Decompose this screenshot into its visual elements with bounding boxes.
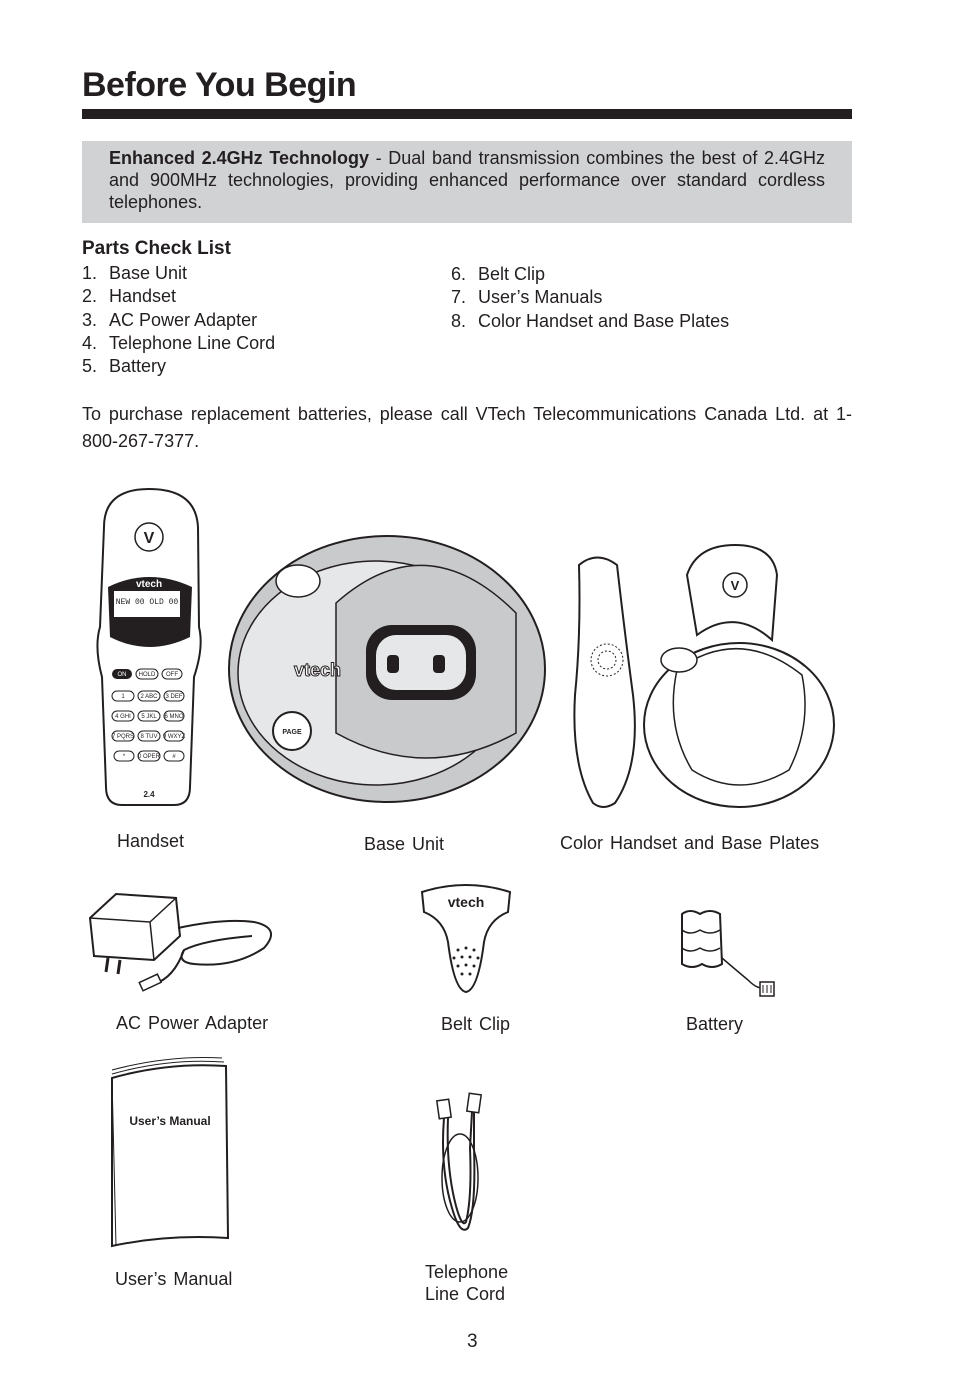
handset-screen-text: NEW 00 OLD 00 bbox=[115, 598, 179, 607]
svg-text:OFF: OFF bbox=[166, 672, 178, 678]
svg-text:0 OPER: 0 OPER bbox=[137, 754, 161, 760]
caption-manual: User’s Manual bbox=[115, 1269, 233, 1289]
belt-clip-illustration bbox=[418, 882, 514, 994]
caption-belt-clip: Belt Clip bbox=[441, 1014, 511, 1034]
caption-ac-adapter: AC Power Adapter bbox=[116, 1013, 269, 1033]
svg-text:3 DEF: 3 DEF bbox=[165, 694, 183, 700]
svg-text:4 GHI: 4 GHI bbox=[115, 714, 131, 720]
info-body: - Dual band transmission combines the best of 2.4GHz and 900MHz technologies, providing enhanced performance over standard cordless telephones. bbox=[109, 148, 825, 212]
svg-text:V: V bbox=[730, 578, 740, 593]
ac-adapter-illustration bbox=[84, 888, 282, 1000]
svg-text:HOLD: HOLD bbox=[138, 672, 156, 678]
svg-text:5 JKL: 5 JKL bbox=[141, 714, 157, 720]
svg-text:6 MNO: 6 MNO bbox=[164, 714, 184, 720]
caption-line-cord: Telephone Line Cord bbox=[425, 1262, 509, 1304]
svg-text:8 TUV: 8 TUV bbox=[140, 734, 158, 740]
caption-battery: Battery bbox=[686, 1014, 744, 1034]
info-bold-lead: Enhanced 2.4GHz Technology bbox=[109, 148, 369, 168]
battery-illustration bbox=[676, 908, 780, 1000]
list-item: 2. Handset bbox=[82, 286, 177, 307]
purchase-note: To purchase replacement batteries, please call VTech Telecommunications Canada Ltd. at 1-800-267-7377. bbox=[82, 404, 852, 451]
base-brand: vtech bbox=[294, 660, 342, 680]
list-item: 1. Base Unit bbox=[82, 263, 188, 283]
svg-text:*: * bbox=[122, 754, 126, 760]
svg-text:7 PQRS: 7 PQRS bbox=[111, 734, 135, 740]
list-item: 8. Color Handset and Base Plates bbox=[451, 310, 730, 331]
plates-illustration bbox=[567, 545, 837, 810]
belt-clip-brand: vtech bbox=[447, 894, 485, 910]
manual-illustration bbox=[108, 1058, 232, 1250]
svg-text:1: 1 bbox=[121, 694, 125, 700]
list-item: 4. Telephone Line Cord bbox=[82, 332, 276, 353]
parts-list-left bbox=[82, 262, 275, 378]
line-cord-illustration bbox=[432, 1088, 494, 1240]
manual-cover-text: User’s Manual bbox=[129, 1114, 211, 1128]
page-number: 3 bbox=[467, 1331, 478, 1352]
svg-text:ON: ON bbox=[117, 672, 127, 678]
caption-base-unit: Base Unit bbox=[364, 834, 445, 854]
info-text bbox=[109, 147, 825, 213]
list-item: 6. Belt Clip bbox=[451, 264, 546, 284]
caption-handset: Handset bbox=[117, 831, 185, 851]
parts-heading: Parts Check List bbox=[82, 238, 231, 259]
svg-text:#: # bbox=[172, 754, 176, 760]
list-item: 5. Battery bbox=[82, 356, 167, 377]
base-unit-illustration bbox=[226, 533, 548, 805]
handset-illustration bbox=[94, 487, 206, 812]
svg-text:2 ABC: 2 ABC bbox=[140, 694, 158, 700]
list-item: 3. AC Power Adapter bbox=[82, 309, 258, 330]
svg-text:9 WXYZ: 9 WXYZ bbox=[162, 734, 186, 740]
caption-plates: Color Handset and Base Plates bbox=[560, 833, 820, 853]
handset-badge: 2.4 bbox=[143, 790, 155, 799]
title-rule bbox=[82, 109, 852, 119]
handset-brand: vtech bbox=[135, 579, 163, 590]
page-button: PAGE bbox=[282, 729, 302, 736]
svg-text:V: V bbox=[143, 530, 155, 547]
list-item: 7. User’s Manuals bbox=[451, 287, 603, 308]
parts-list-right bbox=[451, 263, 729, 333]
page-title: Before You Begin bbox=[82, 66, 357, 104]
